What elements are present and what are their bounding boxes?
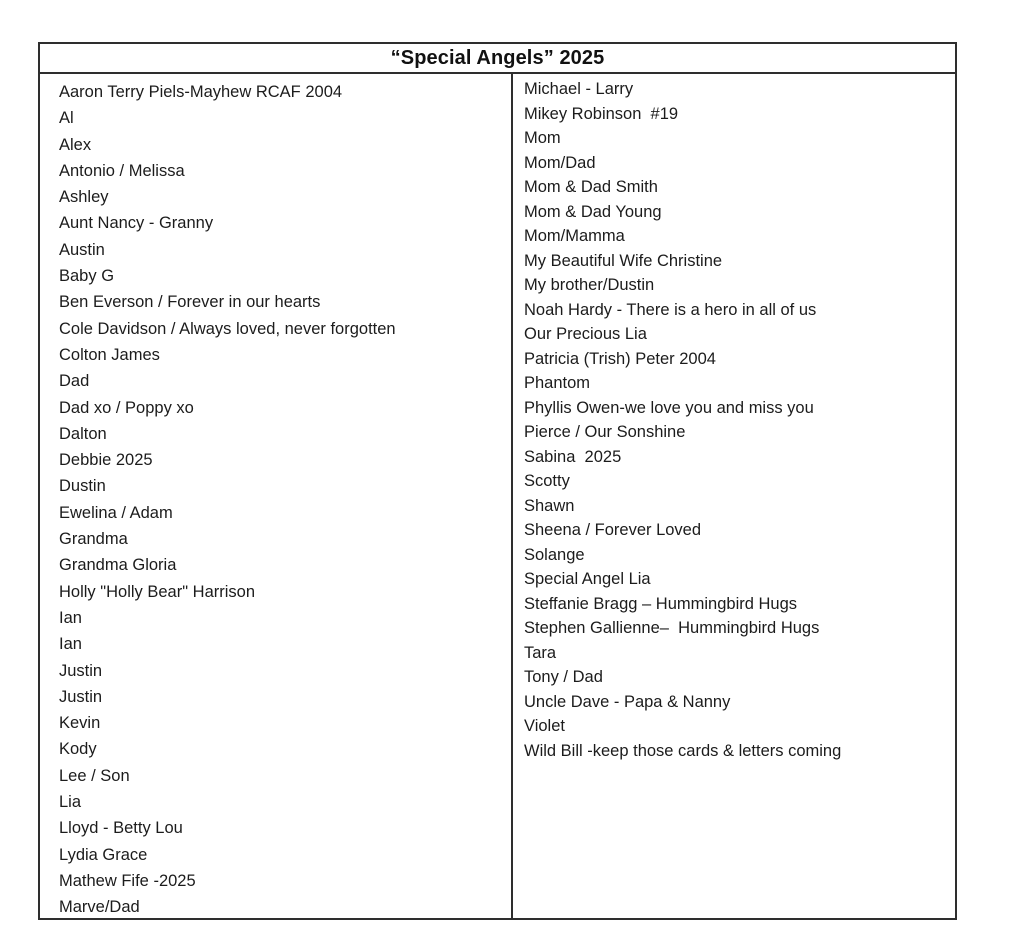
name-entry: Shawn (524, 496, 575, 515)
name-entry: Grandma (59, 530, 128, 549)
name-entry: Uncle Dave - Papa & Nanny (524, 692, 731, 711)
name-entry: Justin (59, 661, 103, 680)
name-entry: Tara (524, 643, 557, 662)
name-entry: Lee / Son (59, 766, 130, 785)
name-entry: Ben Everson / Forever in our hearts (59, 293, 321, 312)
name-entry: Holly "Holly Bear" Harrison (59, 582, 256, 601)
name-entry: Kevin (59, 714, 101, 733)
name-entry: Debbie 2025 (59, 451, 153, 470)
page-title: “Special Angels” 2025 (390, 46, 605, 69)
name-entry: Cole Davidson / Always loved, never forgotten (59, 319, 396, 338)
name-entry: Scotty (524, 472, 570, 490)
name-entry: Alex (59, 135, 92, 154)
name-entry: Mikey Robinson #19 (524, 104, 679, 123)
name-entry: Lydia Grace (59, 845, 148, 864)
name-entry: Mom (524, 129, 561, 147)
names-column-right (513, 74, 955, 918)
name-entry: Phyllis Owen-we love you and miss you (524, 398, 814, 417)
name-entry: Violet (524, 717, 565, 735)
name-entry: Wild Bill -keep those cards & letters coming (524, 741, 842, 760)
name-entry: Dad (59, 372, 90, 391)
special-angels-table (38, 42, 957, 920)
name-entry: Pierce / Our Sonshine (524, 423, 686, 441)
name-entry: Marve/Dad (59, 898, 140, 917)
name-entry: Michael - Larry (524, 80, 634, 98)
name-entry: Ian (59, 635, 82, 654)
name-entry: Mom/Mamma (524, 227, 625, 245)
name-entry: Sheena / Forever Loved (524, 521, 702, 539)
name-entry: Our Precious Lia (524, 325, 647, 343)
table-body (40, 74, 955, 918)
name-entry: Austin (59, 240, 105, 259)
name-entry: Mom & Dad Young (524, 202, 662, 221)
name-entry: Noah Hardy - There is a hero in all of us (524, 300, 817, 319)
name-entry: Solange (524, 545, 585, 564)
name-entry: Stephen Gallienne– Hummingbird Hugs (524, 619, 820, 637)
name-entry: Ian (59, 608, 82, 627)
name-entry: Kody (59, 740, 97, 759)
name-entry: Aunt Nancy - Granny (59, 214, 214, 233)
name-entry: Grandma Gloria (59, 556, 177, 575)
name-entry: Dad xo / Poppy xo (59, 398, 194, 417)
name-entry: My Beautiful Wife Christine (524, 251, 723, 270)
name-entry: Tony / Dad (524, 668, 603, 686)
names-column-left (40, 74, 513, 918)
name-entry: Mom & Dad Smith (524, 178, 658, 196)
name-entry: Lloyd - Betty Lou (59, 819, 183, 838)
name-entry: Special Angel Lia (524, 570, 651, 588)
name-entry: Ewelina / Adam (59, 503, 173, 522)
name-entry: Dustin (59, 477, 106, 496)
name-entry: My brother/Dustin (524, 276, 655, 294)
name-entry: Aaron Terry Piels-Mayhew RCAF 2004 (59, 83, 343, 101)
name-entry: Steffanie Bragg – Hummingbird Hugs (524, 594, 798, 613)
name-entry: Mathew Fife -2025 (59, 871, 196, 890)
name-entry: Patricia (Trish) Peter 2004 (524, 349, 716, 368)
table-title-row (40, 44, 955, 74)
name-entry: Baby G (59, 267, 115, 286)
name-entry: Antonio / Melissa (59, 161, 185, 180)
name-entry: Colton James (59, 345, 160, 364)
name-entry: Ashley (59, 188, 109, 207)
name-entry: Mom/Dad (524, 153, 596, 172)
name-entry: Al (59, 109, 74, 128)
name-entry: Justin (59, 687, 103, 706)
name-entry: Phantom (524, 374, 591, 392)
name-entry: Dalton (59, 424, 107, 443)
name-entry: Lia (59, 793, 82, 812)
name-entry: Sabina 2025 (524, 447, 622, 466)
